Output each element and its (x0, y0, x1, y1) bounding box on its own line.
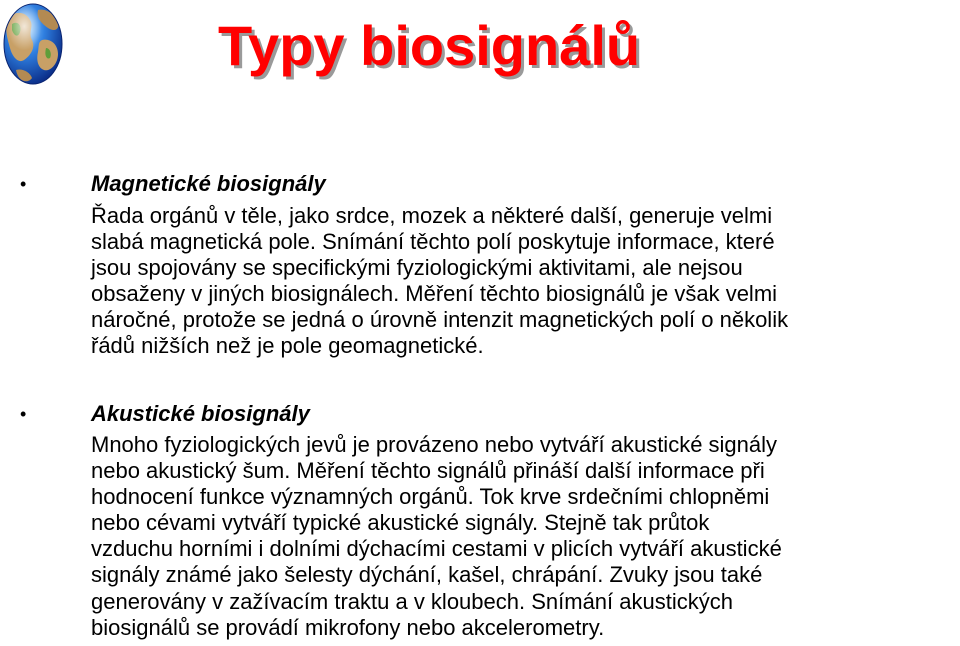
body-line: signály známé jako šelesty dýchání, kašel, chrápání. Zvuky jsou také (91, 562, 763, 588)
body-line: Mnoho fyziologických jevů je provázeno nebo vytváří akustické signály (91, 432, 778, 457)
page-title: Typy biosignálů (218, 14, 641, 77)
body-line: Řada orgánů v těle, jako srdce, mozek a některé další, generuje velmi (91, 203, 773, 228)
body-line: hodnocení funkce významných orgánů. Tok krve srdečními chlopněmi (91, 484, 770, 510)
bullet-icon: • (20, 174, 27, 194)
body-line: řádů nižších než je pole geomagnetické. (91, 333, 484, 359)
body-line: vzduchu horními i dolními dýchacími cestami v plicích vytváří akustické (91, 536, 782, 562)
body-line: náročné, protože se jedná o úrovně intenzit magnetických polí o několik (91, 307, 789, 333)
section-body (91, 203, 788, 360)
body-line: biosignálů se provádí mikrofony nebo akcelerometry. (91, 614, 605, 640)
bullet-icon: • (20, 404, 27, 424)
globe-icon (2, 0, 64, 86)
body-line: obsaženy v jiných biosignálech. Měření těchto biosignálů je však velmi (91, 281, 778, 307)
body-line: slabá magnetická pole. Snímání těchto polí poskytuje informace, které (91, 229, 775, 255)
section-body (91, 432, 782, 641)
body-line: nebo akustický šum. Měření těchto signálů přináší další informace při (91, 458, 765, 484)
section-heading: Magnetické biosignály (91, 171, 326, 196)
section-heading: Akustické biosignály (91, 401, 310, 426)
body-line: nebo cévami vytváří typické akustické signály. Stejně tak průtok (91, 510, 710, 536)
body-line: jsou spojovány se specifickými fyziologickými aktivitami, ale nejsou (91, 255, 743, 281)
body-line: generovány v zažívacím traktu a v kloubech. Snímání akustických (91, 588, 733, 614)
